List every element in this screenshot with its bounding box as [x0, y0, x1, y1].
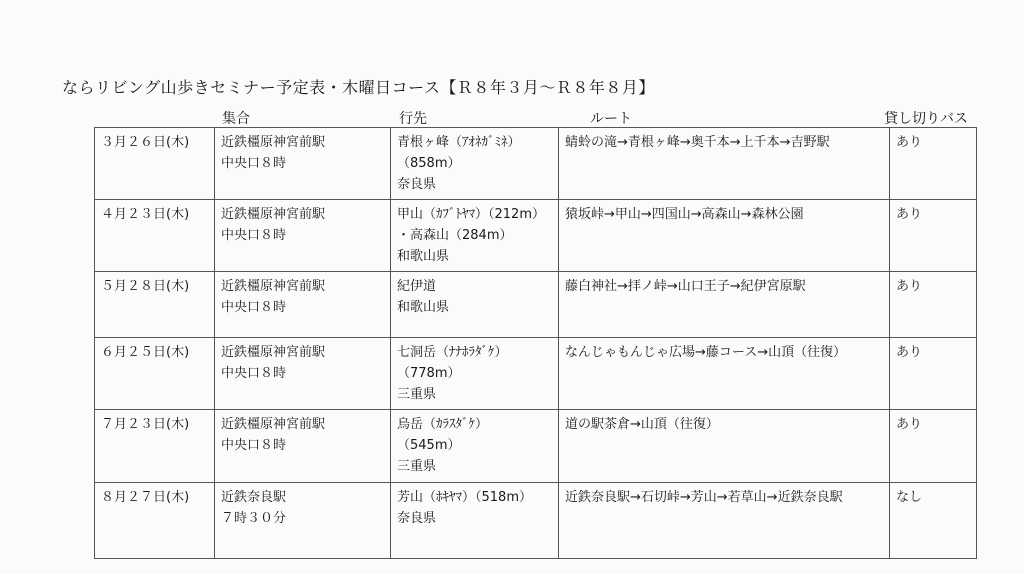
meeting-cell — [215, 200, 391, 272]
date-cell: ５月２８日(木) — [95, 272, 215, 338]
destination-line: （778m） — [397, 366, 461, 381]
destination-cell — [391, 338, 559, 410]
meeting-place: 近鉄橿原神宮前駅 — [221, 417, 326, 432]
bus-cell: あり — [890, 272, 977, 338]
date-cell: ３月２６日(木) — [95, 128, 215, 200]
document-title: ならリビング山歩きセミナー予定表・木曜日コース【Ｒ８年３月～Ｒ８年８月】 — [62, 78, 655, 97]
table-row — [95, 200, 977, 272]
meeting-place: 近鉄奈良駅 — [221, 490, 287, 505]
destination-line: 烏岳（ｶﾗｽﾀﾞｹ） — [397, 417, 489, 432]
bus-cell: あり — [890, 410, 977, 483]
destination-cell — [391, 272, 559, 338]
meeting-cell — [215, 128, 391, 200]
destination-line: 和歌山県 — [397, 300, 450, 315]
meeting-time: 中央口８時 — [221, 438, 287, 453]
destination-cell — [391, 128, 559, 200]
destination-line: 七洞岳（ﾅﾅﾎﾗﾀﾞｹ） — [397, 345, 508, 360]
date-cell: ６月２５日(木) — [95, 338, 215, 410]
destination-line: 紀伊道 — [397, 279, 437, 294]
destination-line: （545m） — [397, 438, 461, 453]
table-row — [95, 483, 977, 559]
bus-cell: なし — [890, 483, 977, 559]
date-cell: ４月２３日(木) — [95, 200, 215, 272]
route-cell: 近鉄奈良駅→石切峠→芳山→若草山→近鉄奈良駅 — [559, 483, 890, 559]
bus-cell: あり — [890, 200, 977, 272]
meeting-place: 近鉄橿原神宮前駅 — [221, 345, 326, 360]
destination-line: 甲山（ｶﾌﾞﾄﾔﾏ）（212m） — [397, 207, 545, 222]
schedule-table — [94, 127, 977, 559]
destination-line: 芳山（ﾎｷﾔﾏ）（518m） — [397, 490, 532, 505]
destination-cell — [391, 200, 559, 272]
route-cell: なんじゃもんじゃ広場→藤コース→山頂（往復） — [559, 338, 890, 410]
meeting-cell — [215, 410, 391, 483]
destination-cell — [391, 483, 559, 559]
meeting-place: 近鉄橿原神宮前駅 — [221, 279, 326, 294]
meeting-cell — [215, 272, 391, 338]
meeting-time: ７時３０分 — [221, 511, 287, 526]
date-cell: ７月２３日(木) — [95, 410, 215, 483]
meeting-place: 近鉄橿原神宮前駅 — [221, 135, 326, 150]
route-cell: 猿坂峠→甲山→四国山→高森山→森林公園 — [559, 200, 890, 272]
header-destination: 行先 — [399, 111, 427, 127]
meeting-cell — [215, 338, 391, 410]
destination-line: 奈良県 — [397, 177, 437, 192]
table-row — [95, 410, 977, 483]
date-cell: ８月２７日(木) — [95, 483, 215, 559]
destination-line: 三重県 — [397, 387, 437, 402]
destination-line: 奈良県 — [397, 511, 437, 526]
meeting-time: 中央口８時 — [221, 156, 287, 171]
bus-cell: あり — [890, 338, 977, 410]
header-meeting: 集合 — [222, 111, 250, 127]
destination-line: （858m） — [397, 156, 461, 171]
destination-line: 青根ヶ峰（ｱｵﾈｶﾞﾐﾈ） — [397, 135, 521, 150]
meeting-place: 近鉄橿原神宮前駅 — [221, 207, 326, 222]
table-row — [95, 272, 977, 338]
meeting-cell — [215, 483, 391, 559]
table-row — [95, 338, 977, 410]
header-bus: 貸し切りバス — [884, 111, 968, 127]
meeting-time: 中央口８時 — [221, 228, 287, 243]
destination-cell — [391, 410, 559, 483]
bus-cell: あり — [890, 128, 977, 200]
table-row — [95, 128, 977, 200]
meeting-time: 中央口８時 — [221, 366, 287, 381]
route-cell: 藤白神社→拝ノ峠→山口王子→紀伊宮原駅 — [559, 272, 890, 338]
route-cell: 蜻蛉の滝→青根ヶ峰→奥千本→上千本→吉野駅 — [559, 128, 890, 200]
destination-line: 和歌山県 — [397, 249, 450, 264]
route-cell: 道の駅茶倉→山頂（往復） — [559, 410, 890, 483]
destination-line: 三重県 — [397, 459, 437, 474]
header-route: ルート — [590, 111, 632, 127]
destination-line: ・高森山（284m） — [397, 228, 513, 243]
meeting-time: 中央口８時 — [221, 300, 287, 315]
